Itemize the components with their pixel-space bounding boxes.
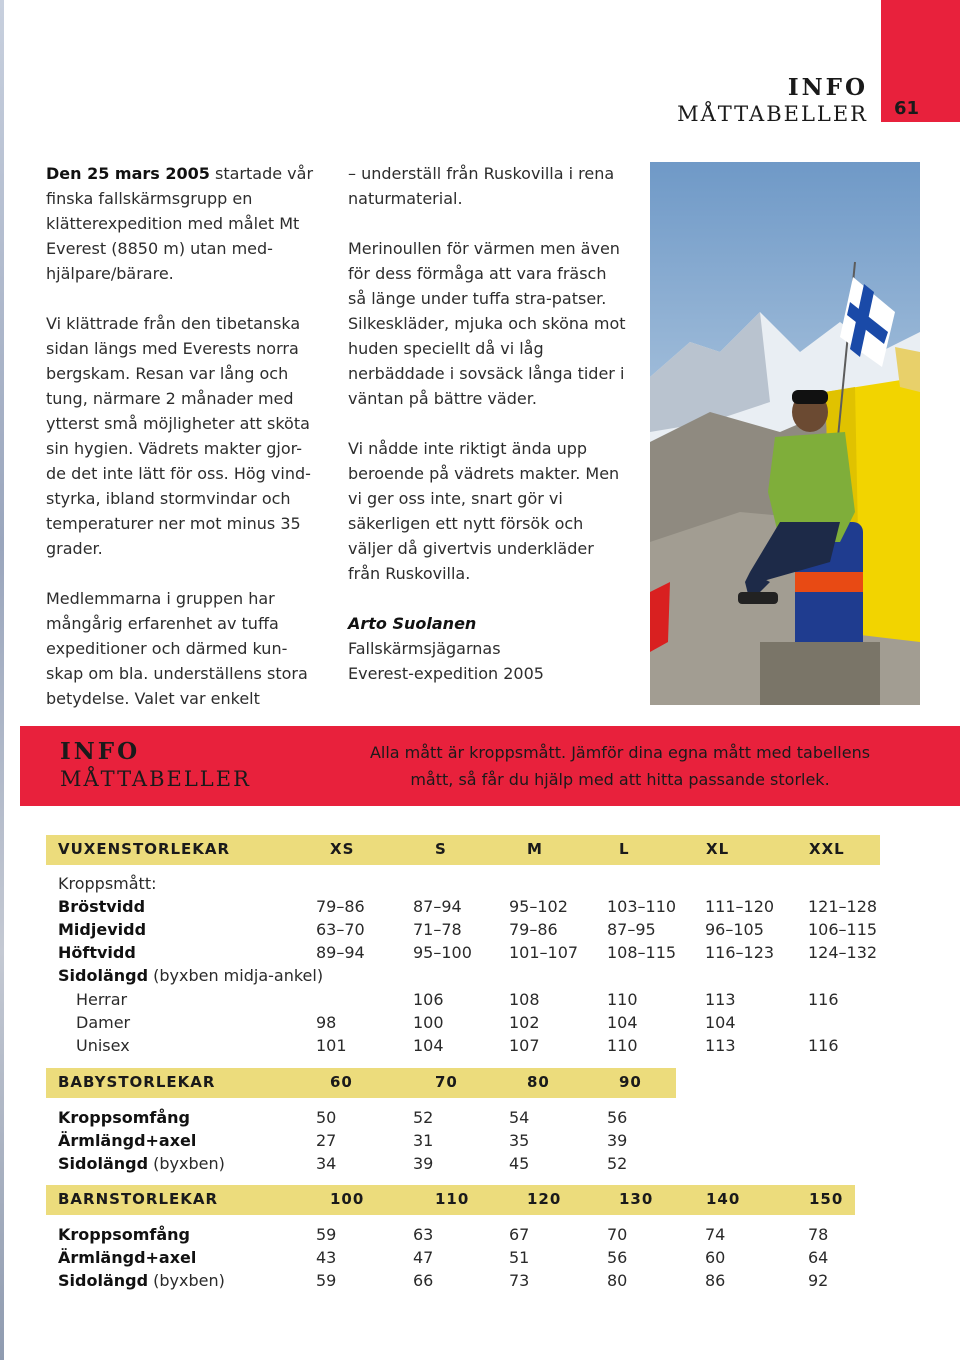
info-band-line-1: Alla mått är kroppsmått. Jämför dina egna mått med tabellens (369, 743, 871, 762)
row-label (58, 943, 136, 962)
row-label-text: Kroppsomfång (58, 1225, 190, 1244)
article-column-2 (348, 161, 628, 711)
table-cell: 100 (413, 1013, 444, 1032)
article-paragraph-4: – underställ från Ruskovilla i rena naturmaterial. (348, 164, 615, 208)
row-label (58, 966, 323, 985)
table-cell: 39 (607, 1131, 628, 1150)
row-label (58, 920, 146, 939)
child_table-size-label: 110 (435, 1190, 470, 1208)
row-label-text: Sidolängd (58, 1271, 149, 1290)
child_table-size-label: 150 (809, 1190, 844, 1208)
table-row (58, 1036, 948, 1059)
table-cell: 34 (316, 1154, 337, 1173)
row-label (76, 990, 127, 1009)
adult_table-size-label: XXL (809, 840, 845, 858)
row-label-text: Unisex (76, 1036, 130, 1055)
table-cell: 113 (705, 990, 736, 1009)
table-row (58, 1108, 948, 1131)
table-cell: 113 (705, 1036, 736, 1055)
table-cell: 121–128 (808, 897, 878, 916)
signature-name: Arto Suolanen (348, 614, 477, 633)
table-cell: 80 (607, 1271, 628, 1290)
table-cell: 101 (316, 1036, 347, 1055)
row-label (58, 1154, 225, 1173)
info-band-subtitle: MÅTTABELLER (60, 767, 251, 791)
row-label (58, 1108, 190, 1127)
table-cell: 59 (316, 1271, 337, 1290)
row-label (58, 874, 156, 893)
signature-line-1: Fallskärmsjägarnas (348, 639, 501, 658)
table-cell: 66 (413, 1271, 434, 1290)
table-row (58, 943, 948, 966)
adult_table-size-label: M (527, 840, 543, 858)
table-cell: 45 (509, 1154, 530, 1173)
table-cell: 52 (607, 1154, 628, 1173)
table-cell: 111–120 (705, 897, 775, 916)
table-cell: 43 (316, 1248, 337, 1267)
table-cell: 73 (509, 1271, 530, 1290)
table-cell: 63–70 (316, 920, 365, 939)
table-row (58, 1225, 948, 1248)
table-cell: 47 (413, 1248, 434, 1267)
table-cell: 96–105 (705, 920, 764, 939)
table-cell: 67 (509, 1225, 530, 1244)
article-column-1 (46, 161, 316, 736)
row-label-note: (byxben midja-ankel) (148, 966, 324, 985)
adult_table-size-label: L (619, 840, 630, 858)
row-label-text: Höftvidd (58, 943, 136, 962)
adult_table-size-label: S (435, 840, 447, 858)
row-label-text: Herrar (76, 990, 128, 1009)
row-label-text: Ärmlängd+axel (58, 1131, 197, 1150)
header-subtitle: MÅTTABELLER (677, 102, 868, 126)
article-paragraph-2: Vi klättrade från den tibetanska sidan längs med Everests norra bergskam. Resan var lång och tung, närmare 2 månader med ytterst små möjligheter att sköta sin hygien. Vädrets makter gjor-de det inte lätt för oss. Hög vind-styrka, ibland stormvindar och temperaturer ner mot minus 35 grader. (46, 314, 311, 558)
table-cell: 60 (705, 1248, 726, 1267)
page-edge-strip (0, 0, 4, 1360)
table-cell: 52 (413, 1108, 434, 1127)
row-label-text: Ärmlängd+axel (58, 1248, 197, 1267)
table-cell: 31 (413, 1131, 434, 1150)
table-cell: 71–78 (413, 920, 462, 939)
page-number: 61 (894, 98, 920, 119)
adult_table-header-bar (46, 835, 880, 865)
row-label (58, 1225, 190, 1244)
table-row (58, 1154, 948, 1177)
row-label-text: Sidolängd (58, 1154, 149, 1173)
row-label-text: Kroppsmått: (58, 874, 157, 893)
table-cell: 116–123 (705, 943, 775, 962)
header-title: INFO (787, 74, 868, 101)
row-label (58, 897, 145, 916)
table-row (58, 990, 948, 1013)
table-cell: 107 (509, 1036, 540, 1055)
table-cell: 102 (509, 1013, 540, 1032)
table-row (58, 966, 948, 989)
table-cell: 106 (413, 990, 444, 1009)
table-cell: 98 (316, 1013, 337, 1032)
table-row (58, 1248, 948, 1271)
table-cell: 70 (607, 1225, 628, 1244)
table-cell: 110 (607, 990, 638, 1009)
table-cell: 50 (316, 1108, 337, 1127)
row-label-text: Damer (76, 1013, 131, 1032)
table-cell: 108–115 (607, 943, 677, 962)
table-cell: 79–86 (509, 920, 558, 939)
row-label-text: Kroppsomfång (58, 1108, 190, 1127)
adult_table-heading: VUXENSTORLEKAR (58, 840, 231, 858)
row-label (58, 1271, 225, 1290)
signature-line-2: Everest-expedition 2005 (348, 664, 544, 683)
table-cell: 116 (808, 1036, 839, 1055)
table-cell: 92 (808, 1271, 829, 1290)
table-cell: 116 (808, 990, 839, 1009)
table-cell: 87–95 (607, 920, 656, 939)
table-cell: 106–115 (808, 920, 878, 939)
table-cell: 104 (607, 1013, 638, 1032)
article-paragraph-1: Den 25 mars 2005 startade vår finska fallskärmsgrupp en klätterexpedition med målet Mt Everest (8850 m) utan med-hjälpare/bärare. (46, 164, 314, 283)
table-cell: 56 (607, 1248, 628, 1267)
table-cell: 103–110 (607, 897, 677, 916)
child_table-heading: BARNSTORLEKAR (58, 1190, 219, 1208)
article-paragraph-5: Merinoullen för värmen men även för dess förmåga att vara fräsch så länge under tuffa stra-patser. Silkeskläder, mjuka och sköna mot huden speciellt då vi låg nerbäddade i sovsäck långa tider i väntan på bättre väder. (348, 239, 626, 408)
row-label (58, 1248, 196, 1267)
table-cell: 35 (509, 1131, 530, 1150)
table-row (58, 1271, 948, 1294)
table-cell: 89–94 (316, 943, 365, 962)
table-cell: 64 (808, 1248, 829, 1267)
row-label (76, 1013, 130, 1032)
table-row (58, 1013, 948, 1036)
table-row (58, 897, 948, 920)
article-lead: Den 25 mars 2005 (46, 164, 210, 183)
baby_table-size-label: 80 (527, 1073, 550, 1091)
info-band-title: INFO (60, 738, 141, 765)
page-number-tab (881, 0, 960, 122)
table-cell: 27 (316, 1131, 337, 1150)
row-label-note: (byxben) (148, 1271, 225, 1290)
table-cell: 54 (509, 1108, 530, 1127)
table-cell: 56 (607, 1108, 628, 1127)
table-cell: 95–102 (509, 897, 568, 916)
row-label-text: Bröstvidd (58, 897, 146, 916)
table-row (58, 920, 948, 943)
table-cell: 79–86 (316, 897, 365, 916)
table-cell: 39 (413, 1154, 434, 1173)
info-band-text (350, 739, 890, 793)
table-cell: 59 (316, 1225, 337, 1244)
article-paragraph-6: Vi nådde inte riktigt ända upp beroende på vädrets makter. Men vi ger oss inte, snart gör vi säkerligen ett nytt försök och väljer då givertvis underkläder från Ruskovilla. (348, 439, 620, 583)
child_table-size-label: 130 (619, 1190, 654, 1208)
table-cell: 110 (607, 1036, 638, 1055)
baby_table-size-label: 70 (435, 1073, 458, 1091)
table-row (58, 1131, 948, 1154)
table-cell: 63 (413, 1225, 434, 1244)
article-paragraph-3: Medlemmarna i gruppen har mångårig erfarenhet av tuffa expeditioner och därmed kun-skap om bla. underställens stora betydelse. Valet var enkelt (46, 589, 308, 708)
info-band-line-2: mått, så får du hjälp med att hitta passande storlek. (410, 770, 830, 789)
baby_table-header-bar (46, 1068, 676, 1098)
baby_table-size-label: 60 (330, 1073, 353, 1091)
table-cell: 95–100 (413, 943, 472, 962)
baby_table-heading: BABYSTORLEKAR (58, 1073, 216, 1091)
table-cell: 104 (705, 1013, 736, 1032)
table-cell: 74 (705, 1225, 726, 1244)
row-label-text: Midjevidd (58, 920, 147, 939)
row-label-text: Sidolängd (58, 966, 149, 985)
expedition-photo (650, 162, 920, 705)
article-signature (348, 611, 628, 686)
table-row (58, 874, 948, 897)
table-cell: 87–94 (413, 897, 462, 916)
table-cell: 86 (705, 1271, 726, 1290)
child_table-size-label: 140 (706, 1190, 741, 1208)
child_table-size-label: 120 (527, 1190, 562, 1208)
row-label (58, 1131, 196, 1150)
table-cell: 108 (509, 990, 540, 1009)
table-cell: 104 (413, 1036, 444, 1055)
child_table-size-label: 100 (330, 1190, 365, 1208)
adult_table-size-label: XS (330, 840, 355, 858)
child_table-header-bar (46, 1185, 855, 1215)
adult_table-size-label: XL (706, 840, 730, 858)
row-label-note: (byxben) (148, 1154, 225, 1173)
table-cell: 101–107 (509, 943, 579, 962)
row-label (76, 1036, 130, 1055)
baby_table-size-label: 90 (619, 1073, 642, 1091)
table-cell: 78 (808, 1225, 829, 1244)
info-band (20, 726, 960, 806)
table-cell: 124–132 (808, 943, 878, 962)
table-cell: 51 (509, 1248, 530, 1267)
